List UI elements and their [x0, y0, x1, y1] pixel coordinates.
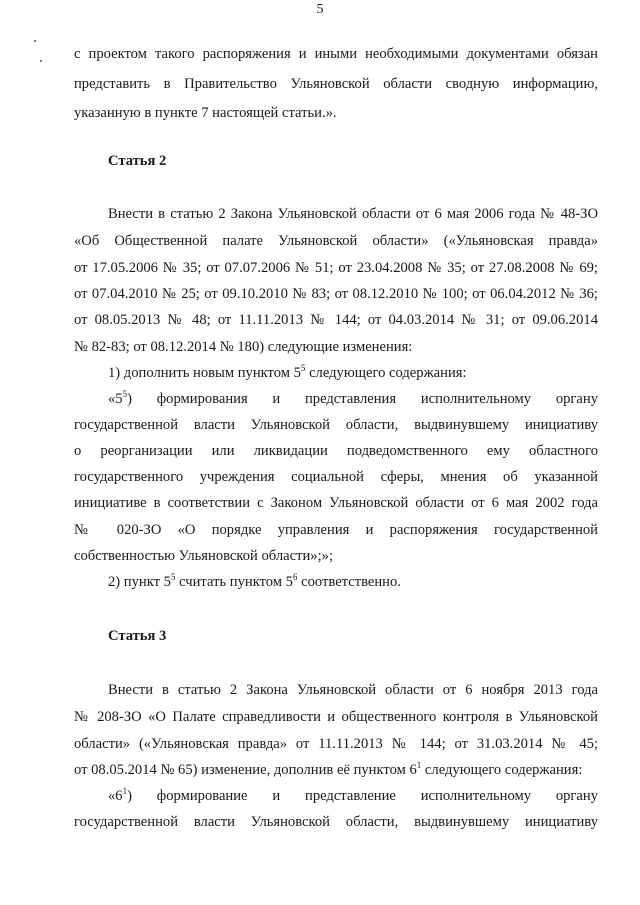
article-3-line: от 08.05.2014 № 65) изменение, дополнив её пунктом $6^1$ следующего содержания:	[74, 760, 583, 778]
text-line: с проектом такого распоряжения и иными необходимыми документами обязан	[74, 46, 598, 62]
quote-2-line: «$6^1$) формирование и представление исполнительному органу	[108, 786, 598, 804]
text-line: Внести в статью 2 Закона Ульяновской области от 6 ноября 2013 года	[108, 682, 598, 698]
text-line: от 07.04.2010 № 25; от 09.10.2010 № 83; от 08.12.2010 № 100; от 06.04.2012 № 36;	[74, 286, 598, 302]
text-line: от 08.05.2013 № 48; от 11.11.2013 № 144; от 04.03.2014 № 31; от 09.06.2014	[74, 312, 598, 328]
text-line: указанную в пункте 7 настоящей статьи.».	[74, 105, 337, 121]
article-3-heading: Статья 3	[108, 628, 167, 644]
page-number: 5	[316, 2, 324, 17]
text-line: государственной власти Ульяновской области, выдвинувшему инициативу	[74, 417, 598, 433]
scan-mark	[34, 40, 36, 42]
text-line: № 020-ЗО «О порядке управления и распоряжения государственной	[74, 522, 598, 538]
text-line: представить в Правительство Ульяновской области сводную информацию,	[74, 76, 598, 92]
item-1-line: 1) дополнить новым пунктом $5^5$ следующего содержания:	[108, 363, 467, 381]
item-2-line: 2) пункт $5^5$ считать пунктом $5^6$ соответственно.	[108, 572, 401, 590]
text-line: № 208-ЗО «О Палате справедливости и общественного контроля в Ульяновской	[74, 709, 598, 725]
article-2-heading: Статья 2	[108, 153, 167, 169]
text-line: государственной власти Ульяновской области, выдвинувшему инициативу	[74, 814, 598, 830]
text-line: «Об Общественной палате Ульяновской области» («Ульяновская правда»	[74, 233, 598, 249]
text-line: области» («Ульяновская правда» от 11.11.2013 № 144; от 31.03.2014 № 45;	[74, 736, 598, 752]
quote-1-line: «$5^5$) формирования и представления исполнительному органу	[108, 389, 598, 407]
text-line: собственностью Ульяновской области»;»;	[74, 548, 333, 564]
text-line: от 17.05.2006 № 35; от 07.07.2006 № 51; от 23.04.2008 № 35; от 27.08.2008 № 69;	[74, 260, 598, 276]
text-line: инициативе в соответствии с Законом Ульяновской области от 6 мая 2002 года	[74, 495, 598, 511]
text-line: Внести в статью 2 Закона Ульяновской области от 6 мая 2006 года № 48-ЗО	[108, 206, 598, 222]
scan-mark	[40, 60, 42, 62]
text-line: № 82-83; от 08.12.2014 № 180) следующие изменения:	[74, 339, 413, 355]
text-line: о реорганизации или ликвидации подведомственного ему областного	[74, 443, 598, 459]
text-line: государственного учреждения социальной сферы, мнения об указанной	[74, 469, 598, 485]
